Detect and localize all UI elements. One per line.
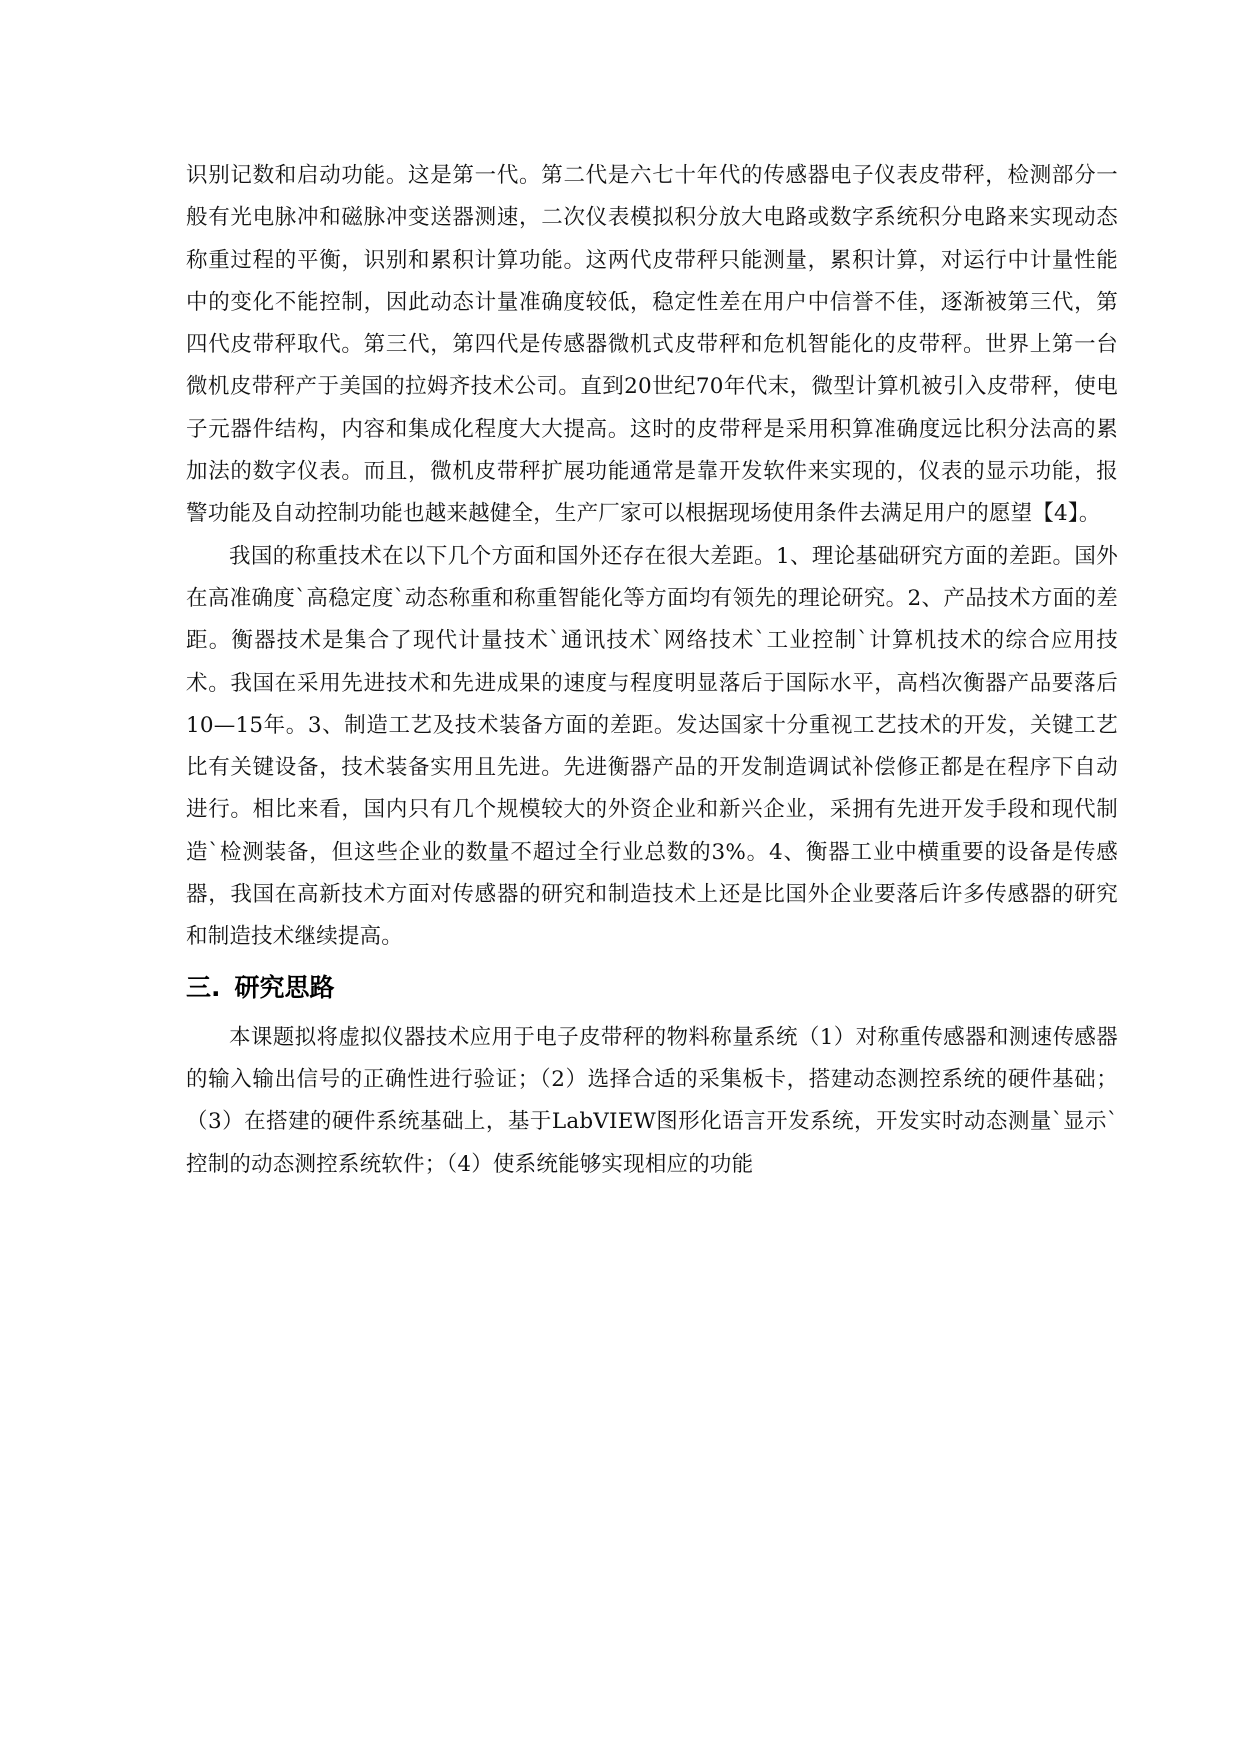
section-title: 研究思路: [234, 972, 335, 1002]
section-heading: [186, 959, 1118, 1017]
paragraph-research-plan: 本课题拟将虚拟仪器技术应用于电子皮带秤的物料称量系统（1）对称重传感器和测速传感器的输入输出信号的正确性进行验证；（2）选择合适的采集板卡，搭建动态测控系统的硬件基础；（3）在搭建的硬件系统基础上，基于LabVIEW图形化语言开发系统，开发实时动态测量`显示`控制的动态测控系统软件；（4）使系统能够实现相应的功能: [186, 1024, 1118, 1177]
paragraph-weighing-history: 识别记数和启动功能。这是第一代。第二代是六七十年代的传感器电子仪表皮带秤，检测部分一般有光电脉冲和磁脉冲变送器测速，二次仪表模拟积分放大电路或数字系统积分电路来实现动态称重过程的平衡，识别和累积计算功能。这两代皮带秤只能测量，累积计算，对运行中计量性能中的变化不能控制，因此动态计量准确度较低，稳定性差在用户中信誉不佳，逐渐被第三代，第四代皮带秤取代。第三代，第四代是传感器微机式皮带秤和危机智能化的皮带秤。世界上第一台微机皮带秤产于美国的拉姆齐技术公司。直到20世纪70年代末，微型计算机被引入皮带秤，使电子元器件结构，内容和集成化程度大大提高。这时的皮带秤是采用积算准确度远比积分法高的累加法的数字仪表。而且，微机皮带秤扩展功能通常是靠开发软件来实现的，仪表的显示功能，报警功能及自动控制功能也越来越健全，生产厂家可以根据现场使用条件去满足用户的愿望【4】。: [186, 163, 1118, 527]
paragraph-domestic-gap: 我国的称重技术在以下几个方面和国外还存在很大差距。1、理论基础研究方面的差距。国外在高准确度`高稳定度`动态称重和称重智能化等方面均有领先的理论研究。2、产品技术方面的差距。衡器技术是集合了现代计量技术`通讯技术`网络技术`工业控制`计算机技术的综合应用技术。我国在采用先进技术和先进成果的速度与程度明显落后于国际水平，高档次衡器产品要落后10—15年。3、制造工艺及技术装备方面的差距。发达国家十分重视工艺技术的开发，关键工艺比有关键设备，技术装备实用且先进。先进衡器产品的开发制造调试补偿修正都是在程序下自动进行。相比来看，国内只有几个规模较大的外资企业和新兴企业，采拥有先进开发手段和现代制造`检测装备，但这些企业的数量不超过全行业总数的3%。4、衡器工业中横重要的设备是传感器，我国在高新技术方面对传感器的研究和制造技术上还是比国外企业要落后许多传感器的研究和制造技术继续提高。: [186, 543, 1118, 950]
document-body: [186, 155, 1118, 1186]
section-number: 三.: [186, 972, 221, 1002]
